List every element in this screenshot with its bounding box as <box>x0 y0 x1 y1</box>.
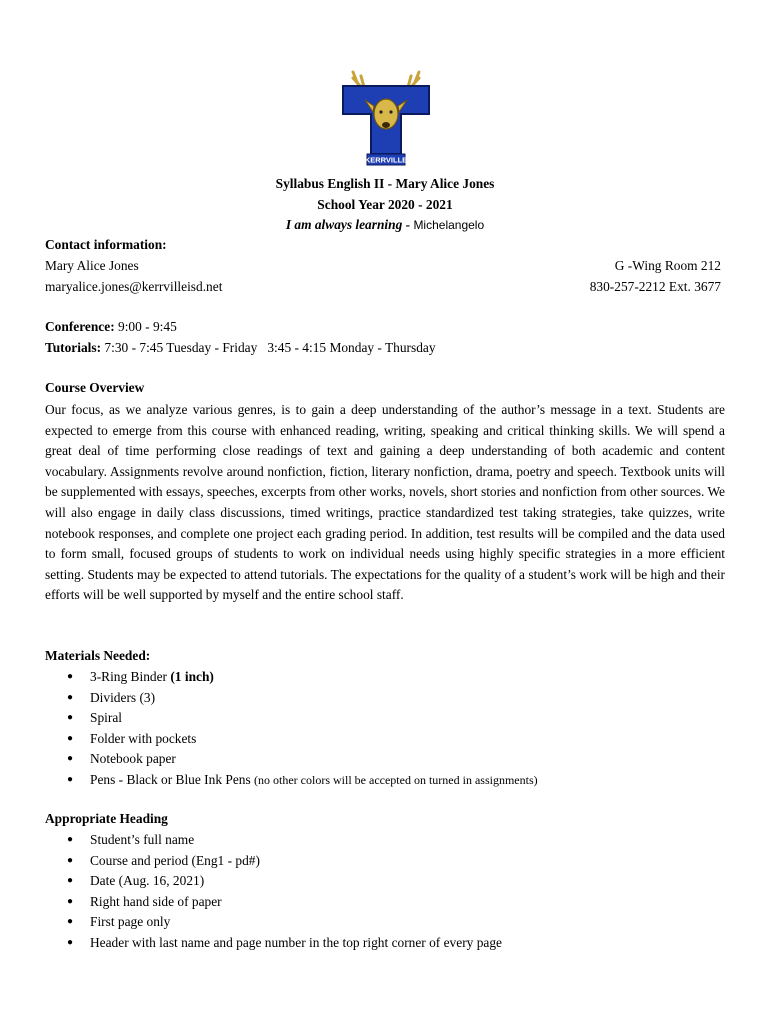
contact-heading: Contact information: <box>45 237 167 252</box>
tutorials-line <box>45 340 436 356</box>
motto-author: Michelangelo <box>413 218 485 232</box>
school-year: School Year 2020 - 2021 <box>317 197 453 212</box>
list-item: ● Spiral <box>45 708 538 729</box>
binder-size: (1 inch) <box>170 669 214 684</box>
room-number: G -Wing Room 212 <box>614 258 721 273</box>
teacher-email[interactable]: maryalice.jones@kerrvilleisd.net <box>45 279 223 294</box>
heading-rules-heading: Appropriate Heading <box>45 811 168 826</box>
list-item: ● Notebook paper <box>45 749 538 770</box>
list-item: ● Dividers (3) <box>45 688 538 709</box>
syllabus-title: Syllabus English II - Mary Alice Jones <box>275 176 495 191</box>
binder-text: 3-Ring Binder <box>90 669 171 684</box>
conference-label: Conference: <box>45 319 115 334</box>
motto <box>0 217 770 233</box>
list-item <box>45 770 538 791</box>
overview-paragraph: Our focus, as we analyze various genres, is to gain a deep understanding of the author’s message in a text. Students are expected to emerge from this course with enhanced reading, writing, speaking and critical thinking skills. We will spend a great deal of time performing close readings of text and gaining a deep understanding of both academic and content vocabulary. Assignments revolve around nonfiction, fiction, literary nonfiction, drama, poetry and speech. Textbook units will be supplemented with essays, speeches, excerpts from other works, novels, short stories and nonfiction from other sources. We will also engage in daily class discussions, timed writings, practice standardized test taking strategies, take quizzes, write notebook responses, and complete one project each grading period. In addition, test results will be compiled and the data used to form small, focused groups of students to work on individual needs using highly specific strategies in a more efficient setting. Students may be expected to attend tutorials. The expectations for the quality of a student’s work will be high and their efforts will be well supported by myself and the entire school staff. <box>45 402 725 603</box>
pens-note: (no other colors will be accepted on turned in assignments) <box>254 772 538 787</box>
tutorials-time: 7:30 - 7:45 Tuesday - Friday 3:45 - 4:15 Monday - Thursday <box>101 340 436 355</box>
conference-time: 9:00 - 9:45 <box>114 319 177 334</box>
list-item <box>45 667 538 688</box>
pens-text: Pens - Black or Blue Ink Pens <box>90 771 255 787</box>
heading-rules-list <box>45 830 502 953</box>
motto-text: I am always learning - <box>285 217 411 232</box>
overview-heading: Course Overview <box>45 380 145 395</box>
teacher-name: Mary Alice Jones <box>45 258 139 273</box>
conference-line <box>45 319 177 335</box>
list-item: ● Folder with pockets <box>45 729 538 750</box>
kerrville-logo <box>339 70 433 168</box>
list-item: ● Header with last name and page number in the top right corner of every page <box>45 933 502 954</box>
list-item: ● Right hand side of paper <box>45 892 502 913</box>
list-item: ● Course and period (Eng1 - pd#) <box>45 851 502 872</box>
list-item: ● Date (Aug. 16, 2021) <box>45 871 502 892</box>
list-item: ● First page only <box>45 912 502 933</box>
materials-list <box>45 667 538 790</box>
tutorials-label: Tutorials: <box>45 340 102 355</box>
list-item: ● Student’s full name <box>45 830 502 851</box>
phone-number: 830-257-2212 Ext. 3677 <box>589 279 721 294</box>
materials-heading: Materials Needed: <box>45 648 151 663</box>
svg-text:KERRVILLE: KERRVILLE <box>364 155 408 165</box>
